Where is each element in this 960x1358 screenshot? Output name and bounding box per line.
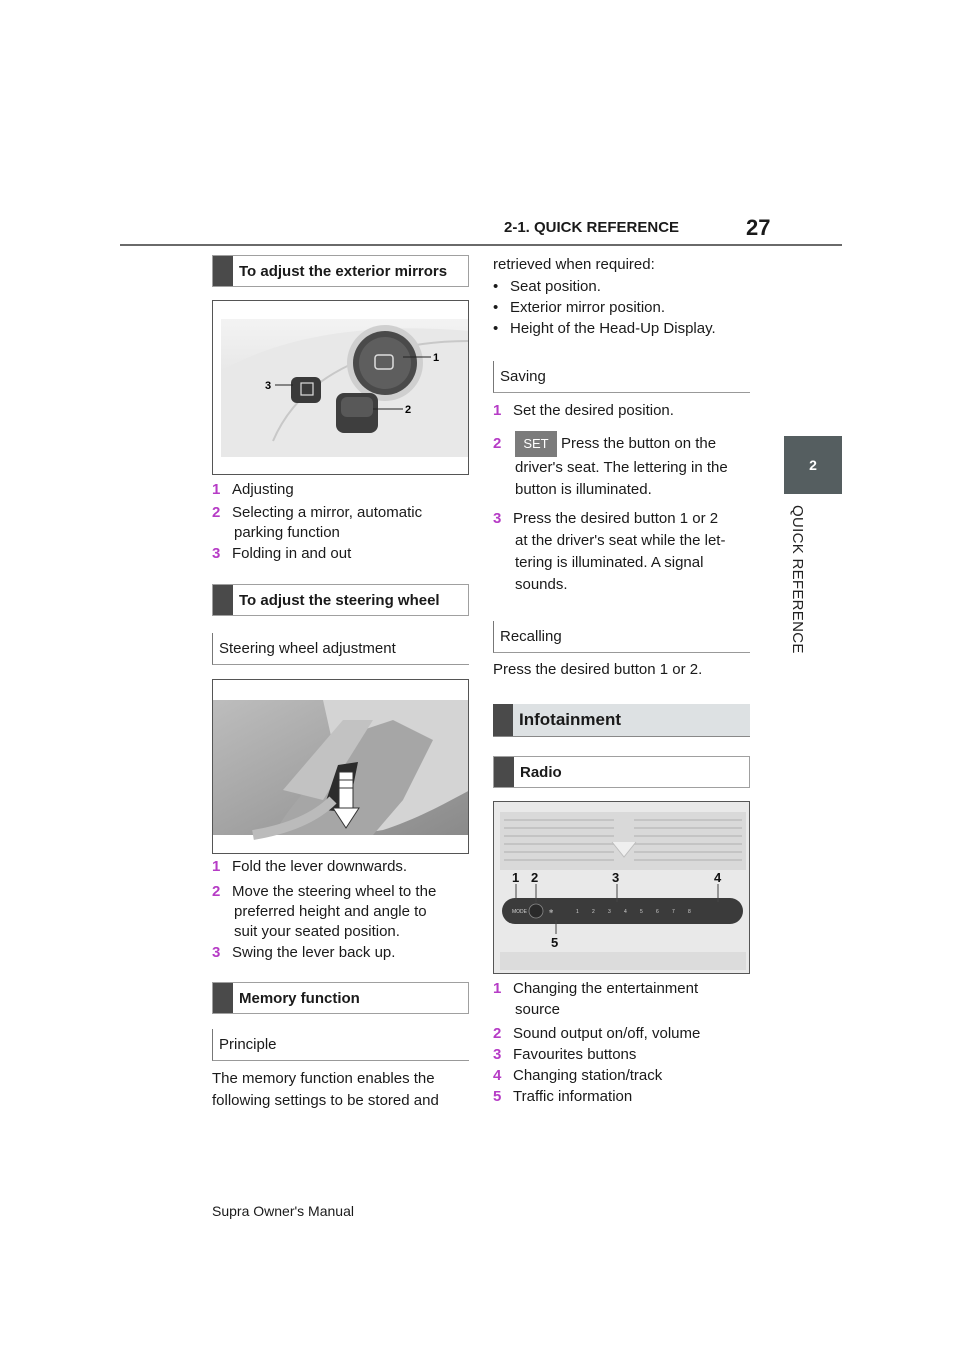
steering-subheading: Steering wheel adjustment [212,633,469,665]
recall-text: Press the desired button 1 or 2. [493,661,703,678]
infotainment-heading [493,704,750,736]
item-text: Fold the lever downwards. [232,858,408,875]
set-button-icon: SET [515,431,557,457]
item-number: 3 [212,545,221,562]
radio-heading [493,756,750,788]
panel-mode-label: MODE [512,909,527,915]
item-text-cont: preferred height and angle to [234,903,427,920]
item-text-cont: driver's seat. The lettering in the [515,459,728,476]
running-header: 2-1. QUICK REFERENCE [504,219,680,236]
paragraph-line: The memory function enables the [212,1070,435,1087]
steering-item-list [212,857,472,963]
bullet-list [493,276,753,339]
radio-callout-4: 4 [714,870,722,885]
panel-key-2: 2 [592,909,595,915]
item-text: Changing the entertainment [513,980,699,997]
item-number: 1 [493,980,502,997]
mirrors-heading-text: To adjust the exterior mirrors [239,262,448,280]
radio-callout-1: 1 [512,870,520,885]
item-text-cont: button is illuminated. [515,481,652,498]
item-text: Press the button on the [561,435,717,452]
item-number: 2 [493,1025,502,1042]
item-text: Adjusting [232,481,294,498]
list-item [493,1086,758,1107]
radio-callout-3: 3 [612,870,620,885]
item-text-cont: tering is illuminated. A signal [515,554,704,571]
item-text: Folding in and out [232,545,352,562]
radio-item-list [493,978,758,1107]
item-text: Favourites buttons [513,1046,637,1063]
panel-key-1: 1 [576,909,579,915]
mirror-callout-2: 2 [405,404,412,416]
item-text-cont: sounds. [515,576,568,593]
item-text: Swing the lever back up. [232,944,396,961]
steering-heading-text: To adjust the steering wheel [239,591,440,609]
bullet-item: • Seat position. [493,278,601,295]
item-text: Move the steering wheel to the [232,883,437,900]
infotainment-heading-text: Infotainment [519,710,621,729]
principle-subheading: Principle [212,1029,469,1061]
list-item [493,1023,758,1044]
bullet-item: • Height of the Head-Up Display. [493,320,716,337]
item-text-cont: suit your seated position. [234,923,400,940]
list-item [212,480,472,500]
heading-bar [494,757,514,787]
list-item [212,544,472,564]
memory-heading [212,982,469,1014]
footer-text: Supra Owner's Manual [212,1203,354,1219]
mirror-item-list [212,480,472,564]
item-number: 3 [212,944,221,961]
item-number: 4 [493,1067,502,1084]
heading-bar [213,983,233,1013]
list-item [493,1044,758,1065]
item-text-cont: parking function [234,524,340,541]
heading-bar [213,256,233,286]
radio-panel-figure [493,801,750,974]
item-number: 3 [493,510,502,527]
saving-subheading: Saving [493,361,750,393]
item-number: 1 [212,481,221,498]
list-item [493,400,758,422]
header-rule [120,244,842,246]
item-text: Press the desired button 1 or 2 [513,510,719,527]
bullet-item: • Exterior mirror position. [493,299,666,316]
page-number: 27 [746,215,771,240]
panel-key-4: 4 [624,909,627,915]
memory-heading-text: Memory function [239,989,360,1007]
list-item [212,857,472,877]
saving-steps [493,400,758,596]
heading-bar [493,704,513,736]
item-text-cont: at the driver's seat while the let- [515,532,726,549]
recalling-subheading: Recalling [493,621,750,653]
panel-key-3: 3 [608,909,611,915]
retrieved-text: retrieved when required: [493,256,655,273]
bullet-text: Height of the Head-Up Display. [510,320,716,337]
steering-lever-figure [212,679,469,854]
mirrors-heading [212,255,469,287]
item-number: 3 [493,1046,502,1063]
radio-callout-5: 5 [551,935,559,950]
item-text: Sound output on/off, volume [513,1025,701,1042]
bullet-text: Seat position. [510,278,601,295]
item-number: 1 [493,402,502,419]
steering-heading [212,584,469,616]
item-text: Traffic information [513,1088,633,1105]
radio-callout-2: 2 [531,870,539,885]
list-item [212,503,472,523]
item-text: Selecting a mirror, automatic [232,504,423,521]
item-text: Changing station/track [513,1067,663,1084]
item-number: 2 [212,504,221,521]
chapter-tab: 2 [784,436,842,494]
memory-principle-text [212,1068,472,1112]
item-number: 2 [212,883,221,900]
list-item [493,431,758,457]
radio-heading-text: Radio [520,763,562,781]
panel-key-6: 6 [656,909,659,915]
list-item [212,943,472,963]
item-text: Set the desired position. [513,402,674,419]
item-number: 2 [493,435,502,452]
mirror-controls-figure [212,300,469,475]
mirror-callout-1: 1 [433,352,440,364]
panel-key-5: 5 [640,909,643,915]
panel-key-7: 7 [672,909,675,915]
mirror-callout-3: 3 [265,380,272,392]
list-item [493,1065,758,1086]
infotainment-rule [493,736,750,737]
item-number: 5 [493,1088,502,1105]
bullet-text: Exterior mirror position. [510,299,666,316]
paragraph-line: following settings to be stored and [212,1092,439,1109]
heading-bar [213,585,233,615]
item-text-cont: source [515,1001,561,1018]
chapter-side-label: QUICK REFERENCE [789,505,806,654]
list-item [493,508,758,530]
item-number: 1 [212,858,221,875]
panel-key-8: 8 [688,909,691,915]
list-item [493,978,758,999]
list-item [212,882,472,902]
traffic-info-icon: ✻ [549,909,554,915]
